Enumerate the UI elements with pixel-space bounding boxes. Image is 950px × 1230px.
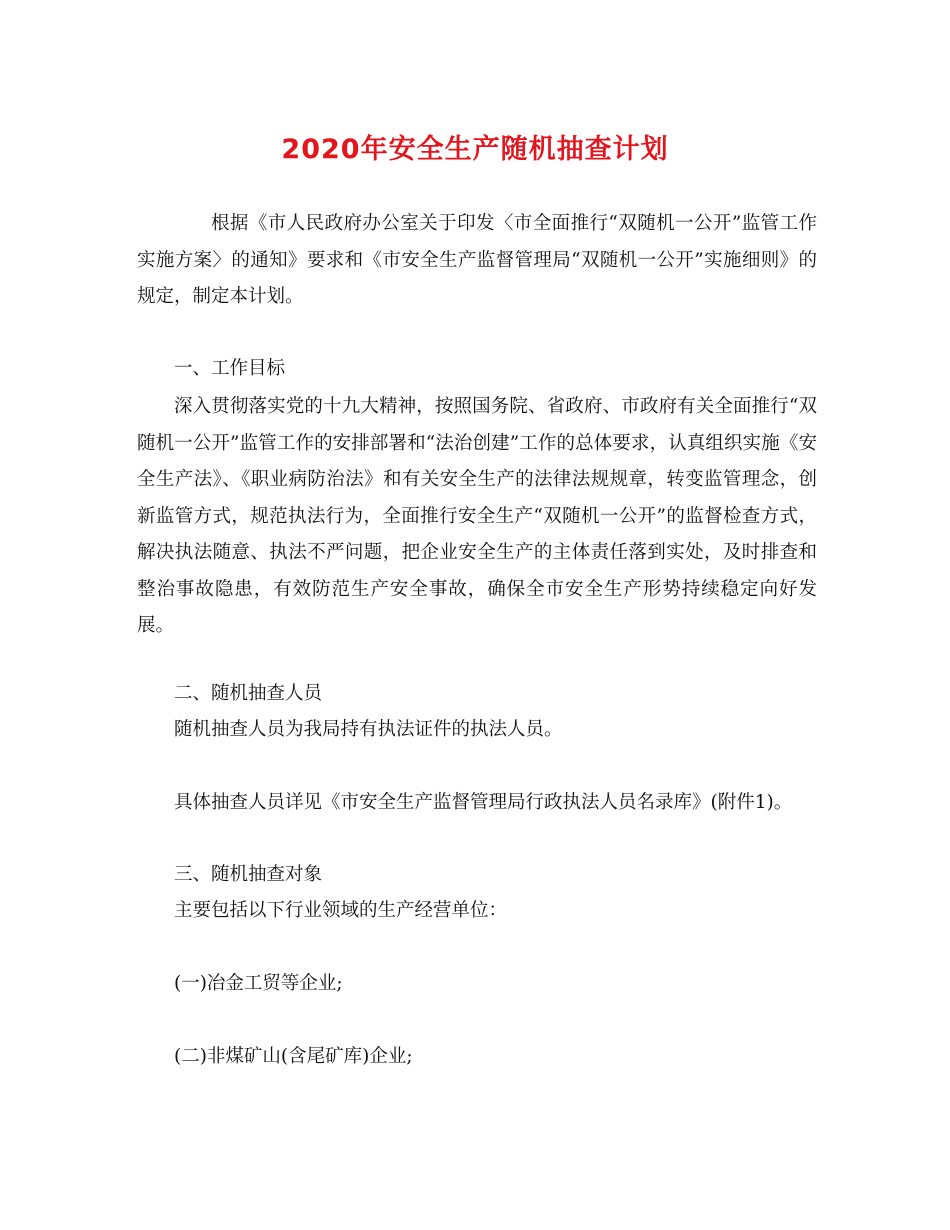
- intro-paragraph: 根据《市人民政府办公室关于印发〈市全面推行“双随机一公开”监管工作实施方案〉的通知》要求和《市安全生产监督管理局“双随机一公开”实施细则》的规定，制定本计划。: [137, 213, 817, 307]
- section-1-body: 深入贯彻落实党的十九大精神，按照国务院、省政府、市政府有关全面推行“双随机一公开”监管工作的安排部署和“法治创建”工作的总体要求，认真组织实施《安全生产法》、《职业病防治法》和有关安全生产的法律法规规章，转变监管理念，创新监管方式，规范执法行为，全面推行安全生产“双随机一公开”的监督检查方式，解决执法随意、执法不严问题，把企业安全生产的主体责任落到实处，及时排查和整治事故隐患，有效防范生产安全事故，确保全市安全生产形势持续稳定向好发展。: [137, 396, 817, 636]
- list-item: (二)非煤矿山(含尾矿库)企业;: [174, 1046, 413, 1067]
- section-3-heading: 三、随机抽查对象: [174, 864, 323, 885]
- list-item: (一)冶金工贸等企业;: [174, 973, 343, 994]
- section-1-heading: 一、工作目标: [174, 358, 286, 379]
- section-2-heading: 二、随机抽查人员: [174, 683, 323, 704]
- section-2-body: 随机抽查人员为我局持有执法证件的执法人员。: [174, 719, 563, 740]
- section-2-detail: 具体抽查人员详见《市安全生产监督管理局行政执法人员名录库》(附件1)。: [174, 792, 793, 813]
- section-3-body: 主要包括以下行业领域的生产经营单位：: [174, 900, 508, 921]
- document-title: 2020年安全生产随机抽查计划: [281, 134, 669, 165]
